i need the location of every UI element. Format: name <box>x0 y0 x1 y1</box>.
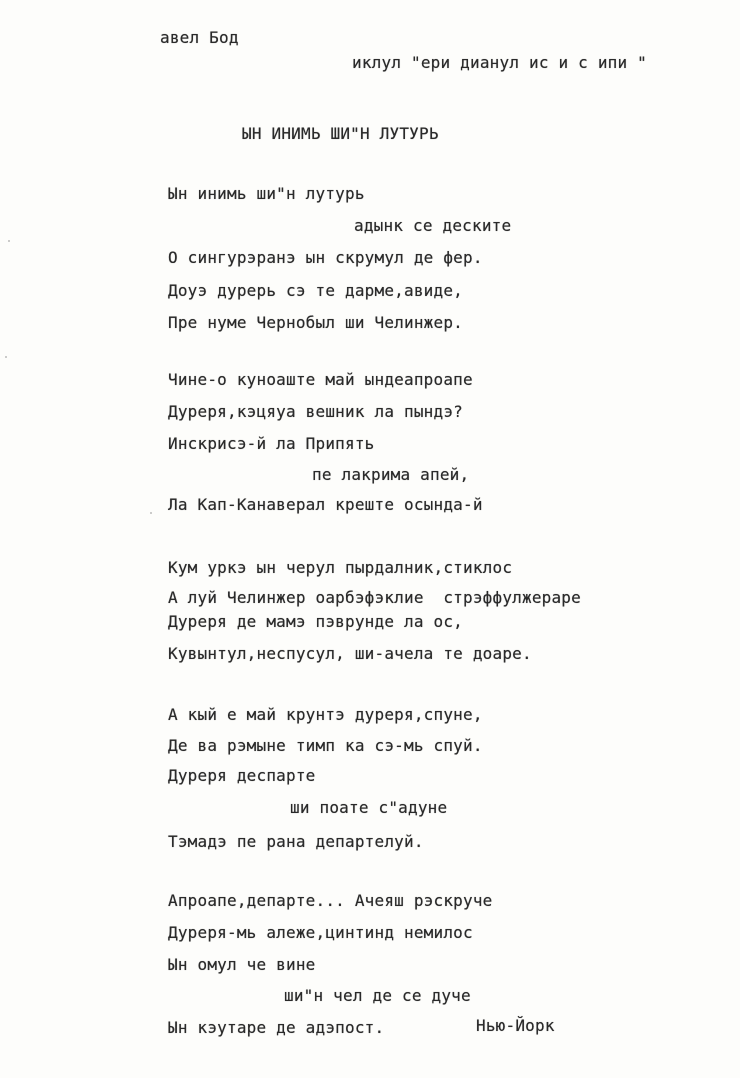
place-signature: Нью-Йорк <box>476 1016 555 1035</box>
poem-line: Кувынтул,неспусул, ши-ачела те доаре. <box>168 644 532 663</box>
poem-line: Ын кэутаре де адэпост. <box>168 1018 385 1037</box>
poem-line: Чине-о куноаште май ындеапроапе <box>168 370 473 389</box>
poem-line: ши"н чел де се дуче <box>284 986 471 1005</box>
poem-line: Дуреря,кэцяуа вешник ла пындэ? <box>168 402 463 421</box>
poem-line: адынк се деските <box>354 216 512 235</box>
poem-line: Дуреря де мамэ пэврунде ла ос, <box>168 612 463 631</box>
poem-line: Ын инимь ши"н лутурь <box>168 184 365 203</box>
poem-line: ши поате с"адуне <box>290 798 448 817</box>
cycle-title: иклул "ери дианул ис и с ипи " <box>352 53 647 72</box>
poem-line: Дуреря деспарте <box>168 766 316 785</box>
poem-line: Де ва рэмыне тимп ка сэ-мь спуй. <box>168 736 483 755</box>
poem-line: Кум уркэ ын черул пырдалник,стиклос <box>168 558 513 577</box>
poem-line: Дуреря-мь алеже,цинтинд немилос <box>168 923 473 942</box>
poem-line: Тэмадэ пе рана департелуй. <box>168 832 424 851</box>
poem-line: Апроапе,департе... Ачеяш рэскруче <box>168 891 493 910</box>
poem-line: А луй Челинжер оарбэфэклие стрэффулжераре <box>168 588 581 607</box>
poem-line: А кый е май крунтэ дуреря,спуне, <box>168 705 483 724</box>
poem-line: Инскрисэ-й ла Припять <box>168 434 375 453</box>
poem-line: пе лакрима апей, <box>312 465 470 484</box>
poem-line: Доуэ дурерь сэ те дарме,авиде, <box>168 281 463 300</box>
poem-line: Ын омул че вине <box>168 955 316 974</box>
author-name: авел Бод <box>160 28 239 47</box>
scan-speck <box>150 512 152 514</box>
scan-speck <box>8 240 10 242</box>
poem-line: О сингурэранэ ын скрумул де фер. <box>168 248 483 267</box>
poem-line: Ла Кап-Канаверал креште осында-й <box>168 495 483 514</box>
scan-speck <box>5 356 7 358</box>
poem-line: Пре нуме Чернобыл ши Челинжер. <box>168 313 463 332</box>
poem-title: ЫН ИНИМЬ ШИ"Н ЛУТУРЬ <box>242 124 439 143</box>
